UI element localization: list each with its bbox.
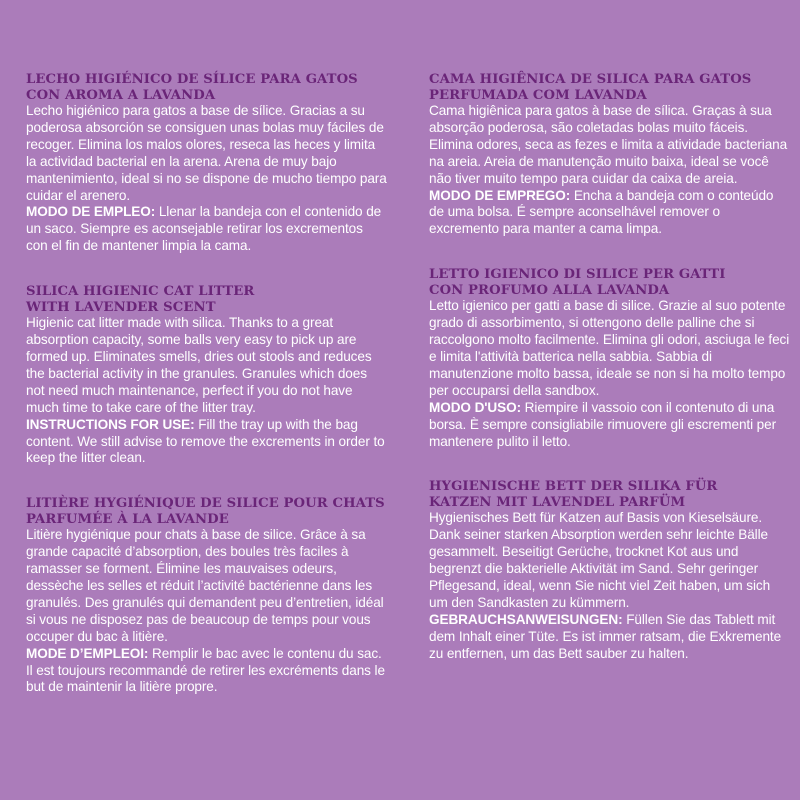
section-body xyxy=(429,510,791,662)
section-title xyxy=(429,479,791,510)
title-line: LITIÈRE HYGIÉNIQUE DE SILICE POUR CHATS xyxy=(26,496,385,512)
left-column xyxy=(26,72,388,696)
section-english xyxy=(26,284,388,467)
right-column xyxy=(429,72,791,663)
instructions-label: MODO DE EMPLEO: xyxy=(26,204,156,220)
instructions-label: GEBRAUCHSANWEISUNGEN: xyxy=(429,611,623,627)
section-body xyxy=(429,298,791,450)
section-title xyxy=(26,284,388,315)
title-line: WITH LAVENDER SCENT xyxy=(26,299,216,315)
title-line: LECHO HIGIÉNICO DE SÍLICE PARA GATOS xyxy=(26,72,358,87)
instructions-label: INSTRUCTIONS FOR USE: xyxy=(26,416,195,432)
section-body xyxy=(26,315,388,467)
instructions-text: Llenar la bandeja con el contenido de un saco. Siempre es aconsejable retirar los excrementos con el fin de mantener limpia la cama. xyxy=(26,204,382,254)
title-line: PERFUMADA COM LAVANDA xyxy=(429,87,647,103)
section-title xyxy=(26,496,388,527)
description-text: Higienic cat litter made with silica. Thanks to a great absorption capacity, some balls very easy to pick up are formed up. Eliminates smells, dries out stools and reduces the bacterial activity in the granules. Granules which does not need much maintenance, perfect if you do not have much time to take care of the litter tray. xyxy=(26,315,372,415)
title-line: PARFUMÉE À LA LAVANDE xyxy=(26,511,229,527)
section-spanish xyxy=(26,72,388,255)
instructions-text: Encha a bandeja com o conteúdo de uma bolsa. É sempre aconselhável remover o excremento para manter a cama limpa. xyxy=(429,187,774,237)
title-line: CAMA HIGIÊNICA DE SILICA PARA GATOS xyxy=(429,72,752,87)
section-title xyxy=(429,267,791,298)
description-text: Litière hygiénique pour chats à base de silice. Grâce à sa grande capacité d’absorption, des boules très faciles à ramasser se forment. Élimine les mauvaises odeurs, dessèche les selles et réduit l’activité bactérienne dans les granulés. Des granulés qui demandent peu d’entretien, idéal si vous ne disposez pas de beaucoup de temps pour vous occuper du bac à litière. xyxy=(26,527,384,644)
instructions-label: MODO D'USO: xyxy=(429,399,521,415)
title-line: LETTO IGIENICO DI SILICE PER GATTI xyxy=(429,267,726,283)
instructions-text: Riempire il vassoio con il contenuto di una borsa. È sempre consigliabile rimuovere gli escrementi per mantenere pulito il letto. xyxy=(429,399,777,449)
section-body xyxy=(26,527,388,696)
instructions-label: MODO DE EMPREGO: xyxy=(429,187,571,203)
description-text: Lecho higiénico para gatos a base de sílice. Gracias a su poderosa absorción se consiguen unas bolas muy fáciles de recoger. Elimina los malos olores, reseca las heces y limita la actividad bacterial en la arena. Arena de muy bajo mantenimiento, ideal si no se dispone de mucho tiempo para cuidar el arenero. xyxy=(26,103,387,203)
description-text: Hygienisches Bett für Katzen auf Basis von Kieselsäure. Dank seiner starken Absorption werden sehr leichte Bälle gesammelt. Beseitigt Gerüche, trocknet Kot aus und begrenzt die bakterielle Aktivität im Sand. Sehr geringer Pflegesand, ideal, wenn Sie nicht viel Zeit haben, um sich um den Sandkasten zu kümmern. xyxy=(429,510,771,610)
title-line: HYGIENISCHE BETT DER SILIKA FÜR xyxy=(429,479,718,495)
section-body xyxy=(429,103,791,238)
instructions-label: MODE D’EMPLEOI: xyxy=(26,645,149,661)
section-german xyxy=(429,479,791,662)
instructions-text: Remplir le bac avec le contenu du sac. Il est toujours recommandé de retirer les excréments dans le but de maintenir la litière propre. xyxy=(26,645,385,695)
title-line: SILICA HIGIENIC CAT LITTER xyxy=(26,284,255,300)
title-line: CON AROMA A LAVANDA xyxy=(26,87,216,103)
instructions-text: Fill the tray up with the bag content. We still advise to remove the excrements in order to keep the litter clean. xyxy=(26,416,385,466)
section-portuguese xyxy=(429,72,791,238)
section-italian xyxy=(429,267,791,450)
section-title xyxy=(429,72,791,103)
description-text: Cama higiênica para gatos à base de sílica. Graças à sua absorção poderosa, são coletadas bolas muito fáceis. Elimina odores, seca as fezes e limita a atividade bacteriana na areia. Areia de manutenção muito baixa, ideal se você não tiver muito tempo para cuidar da caixa de areia. xyxy=(429,103,788,186)
section-french xyxy=(26,496,388,696)
title-line: KATZEN MIT LAVENDEL PARFÜM xyxy=(429,494,686,510)
section-title xyxy=(26,72,388,103)
description-text: Letto igienico per gatti a base di silice. Grazie al suo potente grado di assorbimento, si ottengono delle palline che si raccolgono molto facilmente. Elimina gli odori, asciuga le feci e limita l'attività batterica nella sabbia. Sabbia di manutenzione molto bassa, ideale se non si ha molto tempo per occuparsi della sandbox. xyxy=(429,298,790,398)
title-line: CON PROFUMO ALLA LAVANDA xyxy=(429,282,670,298)
instructions-text: Füllen Sie das Tablett mit dem Inhalt einer Tüte. Es ist immer ratsam, die Exkremente zu entfernen, um das Bett sauber zu halten. xyxy=(429,611,782,661)
section-body xyxy=(26,103,388,255)
